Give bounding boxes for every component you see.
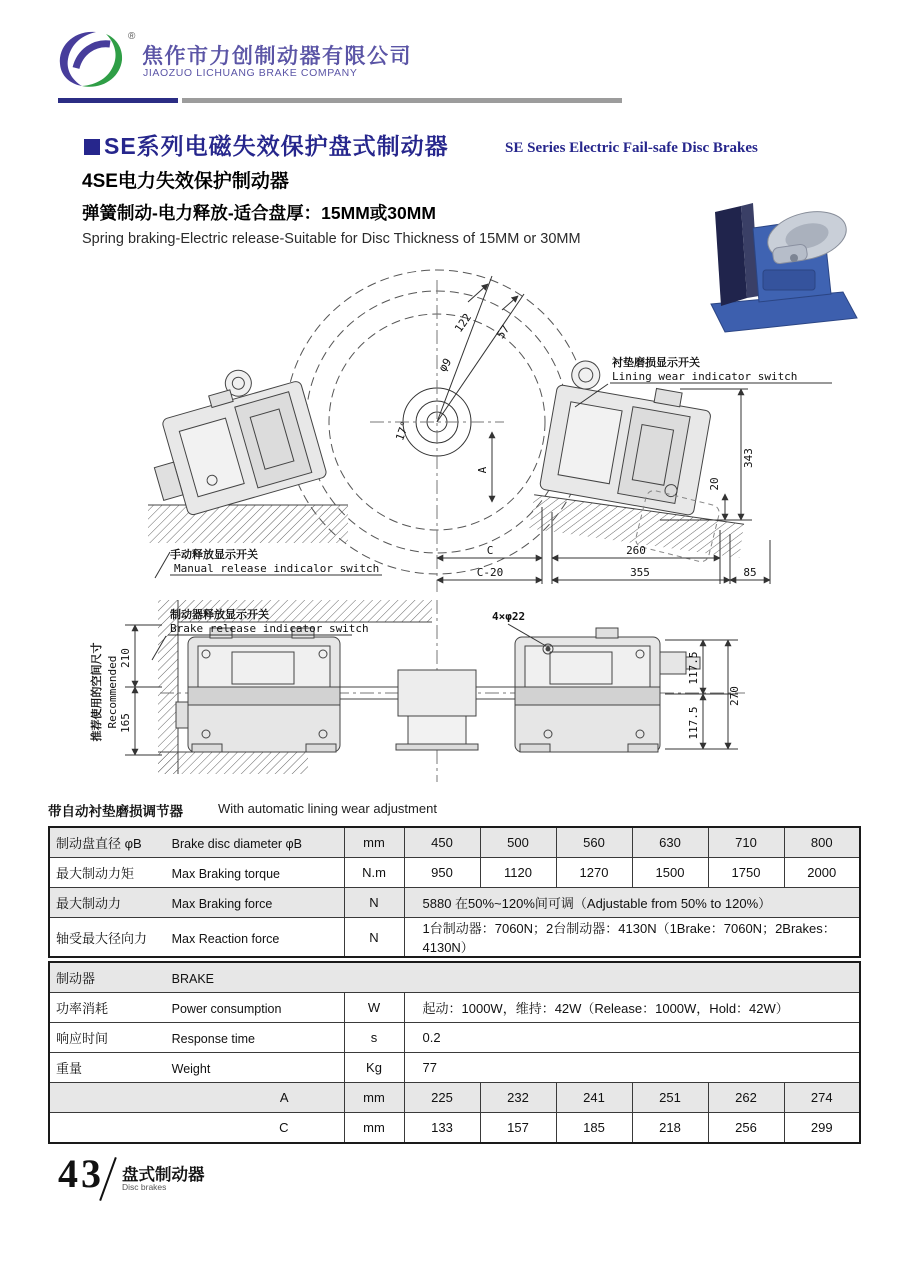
cell-value: 560	[556, 827, 632, 858]
dim-label-210: 210	[119, 648, 132, 668]
cell-span-value: 起动：1000W，维持：42W（Release：1000W，Hold：42W）	[404, 993, 860, 1023]
callout-brake-release-cn: 制动器释放显示开关	[170, 609, 269, 621]
cell-value: 225	[404, 1083, 480, 1113]
cell-value: 800	[784, 827, 860, 858]
page-number: 43	[58, 1151, 104, 1196]
row-label: 制动盘直径 φB Brake disc diameter φB	[49, 827, 344, 858]
cell-value: 241	[556, 1083, 632, 1113]
row-label: 最大制动力矩 Max Braking torque	[49, 858, 344, 888]
cell-span-value: 1台制动器：7060N；2台制动器：4130N（1Brake：7060N；2Brakes：4130N）	[404, 918, 860, 958]
right-brake-front-view	[515, 628, 700, 752]
cell-span-value: 77	[404, 1053, 860, 1083]
callout-manual-release-cn: 手动释放显示开关	[170, 549, 258, 561]
series-title-cn: SE系列电磁失效保护盘式制动器	[104, 133, 449, 159]
cell-value: 1750	[708, 858, 784, 888]
cell-value: 710	[708, 827, 784, 858]
ground-left	[148, 505, 348, 543]
row-unit: N	[344, 918, 404, 958]
dim-label-85: 85	[743, 566, 757, 579]
spec-table-brake	[48, 961, 861, 1144]
disc-top-view	[285, 270, 589, 592]
cell-value: 256	[708, 1113, 784, 1144]
footer-section-cn: 盘式制动器	[122, 1166, 205, 1184]
row-unit: mm	[344, 1113, 404, 1144]
table-row	[49, 827, 860, 858]
cell-value: 218	[632, 1113, 708, 1144]
callout-lining-wear-en: Lining wear indicator switch	[612, 370, 798, 383]
company-logo	[50, 26, 142, 92]
table-row	[49, 858, 860, 888]
registered-mark: ®	[128, 31, 136, 42]
table-row	[49, 1113, 860, 1144]
table-row	[49, 1083, 860, 1113]
cell-value: 232	[480, 1083, 556, 1113]
table-row	[49, 1023, 860, 1053]
feature-line-en: Spring braking-Electric release-Suitable for Disc Thickness of 15MM or 30MM	[82, 231, 581, 247]
title-square-icon	[84, 139, 100, 155]
company-name-cn: 焦作市力创制动器有限公司	[142, 45, 412, 68]
cell-value: 157	[480, 1113, 556, 1144]
note-en: With automatic lining wear adjustment	[218, 801, 437, 816]
row-label: 最大制动力 Max Braking force	[49, 888, 344, 918]
dim-label-117-top: 117.5	[687, 651, 700, 685]
left-caliper-top-view	[135, 354, 328, 521]
left-dims-front	[125, 625, 162, 755]
cell-span-value: 0.2	[404, 1023, 860, 1053]
dim-label-122: 122	[452, 311, 475, 335]
cell-value: 950	[404, 858, 480, 888]
cell-value: 133	[404, 1113, 480, 1144]
dim-label-260: 260	[626, 544, 646, 557]
dim-label-C-20: C-20	[476, 566, 504, 579]
feature-line-cn: 弹簧制动-电力释放-适合盘厚：15MM或30MM	[82, 203, 436, 223]
technical-drawing	[40, 262, 870, 794]
cell-value: 251	[632, 1083, 708, 1113]
cell-value: 450	[404, 827, 480, 858]
dim-label-165: 165	[119, 713, 132, 733]
row-unit: W	[344, 993, 404, 1023]
table-header-row	[49, 962, 860, 993]
callout-lining-wear-cn: 衬垫磨损显示开关	[612, 357, 700, 369]
dim-label-343: 343	[742, 448, 755, 468]
space-note-cn: 推荐使用的空间尺寸	[91, 642, 103, 742]
left-brake-front-view	[176, 628, 340, 752]
cell-value: 500	[480, 827, 556, 858]
model-title: 4SE电力失效保护制动器	[82, 171, 289, 192]
callout-brake-release-en: Brake release indicator switch	[170, 622, 369, 635]
row-unit: mm	[344, 1083, 404, 1113]
header-rule-navy	[58, 98, 178, 103]
radial-dims	[437, 276, 524, 422]
callout-manual-release	[155, 547, 382, 578]
cell-value: 185	[556, 1113, 632, 1144]
table-row	[49, 918, 860, 958]
cell-value: 630	[632, 827, 708, 858]
cell-value: 274	[784, 1083, 860, 1113]
dim-label-C: C	[486, 544, 494, 557]
row-label: 响应时间 Response time	[49, 1023, 344, 1053]
spec-table-disc	[48, 826, 861, 958]
dim-label-57: 57	[494, 322, 513, 342]
row-unit: N.m	[344, 858, 404, 888]
callout-manual-release-en: Manual release indicalor switch	[174, 562, 380, 575]
footer-section-en: Disc brakes	[122, 1182, 167, 1192]
table-row	[49, 888, 860, 918]
row-label: 重量 Weight	[49, 1053, 344, 1083]
dim-label-phi9: φ9	[436, 355, 455, 375]
row-unit: Kg	[344, 1053, 404, 1083]
note-cn: 带自动衬垫磨损调节器	[48, 804, 183, 819]
logo-swirl-icon	[50, 26, 142, 92]
row-unit: mm	[344, 827, 404, 858]
row-label: 功率消耗 Power consumption	[49, 993, 344, 1023]
cell-value: 2000	[784, 858, 860, 888]
series-title-en: SE Series Electric Fail-safe Disc Brakes	[505, 140, 758, 156]
space-note-en: Recommended	[106, 655, 119, 729]
row-label-dim-A: A	[49, 1083, 344, 1113]
company-name-en: JIAOZUO LICHUANG BRAKE COMPANY	[143, 67, 358, 79]
table-row	[49, 993, 860, 1023]
dim-label-355: 355	[630, 566, 650, 579]
row-unit: N	[344, 888, 404, 918]
cell-value: 1500	[632, 858, 708, 888]
row-label: 轴受最大径向力 Max Reaction force	[49, 918, 344, 958]
dim-label-270: 270	[728, 686, 741, 706]
dim-label-17deg: 17°	[393, 419, 413, 443]
callout-holes-label: 4×φ22	[492, 610, 526, 623]
header-rule-gray	[182, 98, 622, 103]
row-label-dim-C: C	[49, 1113, 344, 1144]
dim-label-20: 20	[708, 477, 721, 491]
cell-value: 1270	[556, 858, 632, 888]
dim-label-A: A	[476, 466, 489, 474]
table-header-label: 制动器 BRAKE	[49, 962, 860, 993]
shaft-and-hub	[340, 670, 515, 750]
cell-span-value: 5880 在50%~120%间可调（Adjustable from 50% to 120%）	[404, 888, 860, 918]
table-row	[49, 1053, 860, 1083]
row-unit: s	[344, 1023, 404, 1053]
dim-label-117-bot: 117.5	[687, 706, 700, 740]
cell-value: 262	[708, 1083, 784, 1113]
cell-value: 1120	[480, 858, 556, 888]
cell-value: 299	[784, 1113, 860, 1144]
